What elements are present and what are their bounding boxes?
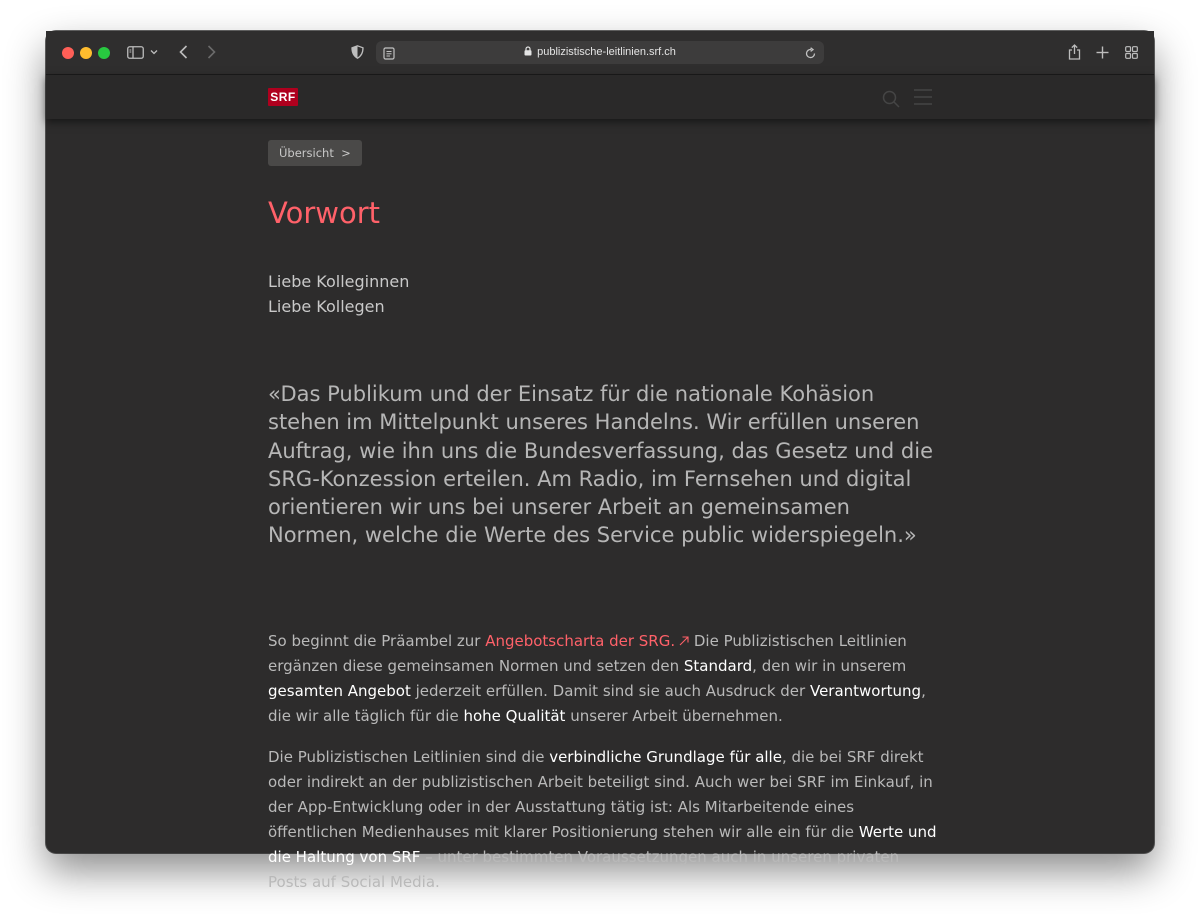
intro-paragraph	[268, 629, 940, 729]
tab-overview-icon[interactable]	[1123, 41, 1139, 63]
zoom-window-button[interactable]	[98, 47, 110, 59]
new-tab-icon[interactable]	[1094, 41, 1110, 63]
back-icon[interactable]	[176, 41, 190, 63]
chevron-down-icon[interactable]	[149, 41, 159, 63]
text: – unter bestimmten Voraussetzungen auch in unseren privaten Posts auf Social Media.	[268, 848, 900, 891]
url-text-container[interactable]	[376, 41, 824, 64]
url-text: publizistische-leitlinien.srf.ch	[537, 46, 676, 58]
text: unserer Arbeit übernehmen.	[565, 707, 783, 725]
greeting-line: Liebe Kollegen	[268, 297, 385, 316]
reload-icon[interactable]	[804, 45, 818, 59]
breadcrumb-label: Übersicht	[279, 146, 334, 160]
site-header	[46, 75, 1154, 119]
menu-icon[interactable]	[914, 88, 932, 106]
close-window-button[interactable]	[62, 47, 74, 59]
forward-icon[interactable]	[204, 41, 218, 63]
greeting-line: Liebe Kolleginnen	[268, 272, 410, 291]
address-bar[interactable]	[376, 41, 824, 64]
text: , den wir in unserem	[752, 657, 907, 675]
browser-window	[46, 31, 1154, 891]
emphasis: Verantwortung	[809, 682, 922, 700]
greeting	[268, 269, 409, 319]
text: Die Publizistischen Leitlinien ergänzen diese gemeinsamen Normen und setzen den	[268, 632, 907, 675]
minimize-window-button[interactable]	[80, 47, 92, 59]
link-text: Angebotscharta der SRG.	[485, 632, 676, 650]
privacy-shield-icon[interactable]	[349, 41, 365, 63]
lock-icon	[524, 42, 532, 65]
emphasis: verbindliche Grundlage für alle	[549, 748, 782, 766]
external-link-icon	[679, 629, 689, 654]
preamble-quote: «Das Publikum und der Einsatz für die nationale Kohäsion stehen im Mittelpunkt unseres Handelns. Wir erfüllen unseren Auftrag, wie ihn uns die Bundesverfassung, das Gesetz und die SRG-Konzession erteilen. Am Radio, im Fernsehen und digital orientieren wir uns bei unserer Arbeit an gemeinsamen Normen, welche die Werte des Service public widerspiegeln.»	[268, 382, 933, 548]
angebotscharta-link[interactable]	[485, 632, 689, 650]
guidelines-paragraph	[268, 745, 940, 895]
chevron-right-icon: >	[341, 146, 351, 160]
srf-logo[interactable]: SRF	[268, 88, 298, 106]
emphasis: Standard	[683, 657, 753, 675]
emphasis: gesamten Angebot	[268, 682, 411, 700]
text: , die wir alle täglich für die	[268, 682, 926, 725]
emphasis: Werte und die Haltung von SRF	[268, 823, 937, 866]
share-icon[interactable]	[1066, 41, 1082, 63]
emphasis: hohe Qualität	[463, 707, 566, 725]
page-title: Vorwort	[268, 196, 381, 230]
text: Die Publizistischen Leitlinien sind die	[268, 748, 550, 766]
search-icon[interactable]	[882, 90, 900, 108]
sidebar-toggle-icon[interactable]	[126, 41, 144, 63]
text: , die bei SRF direkt oder indirekt an der publizistischen Arbeit beteiligt sind. Auch wer bei SRF im Einkauf, in der App-Entwicklung oder in der Ausstattung tätig ist: Als Mitarbeitende eines öffentlichen Medienhauses mit klarer Positionierung stehen wir alle ein für die	[268, 748, 933, 841]
text: jederzeit erfüllen. Damit sind sie auch Ausdruck der	[410, 682, 810, 700]
breadcrumb-overview-button[interactable]	[268, 140, 362, 166]
browser-toolbar	[46, 31, 1154, 75]
text: So beginnt die Präambel zur	[268, 632, 486, 650]
